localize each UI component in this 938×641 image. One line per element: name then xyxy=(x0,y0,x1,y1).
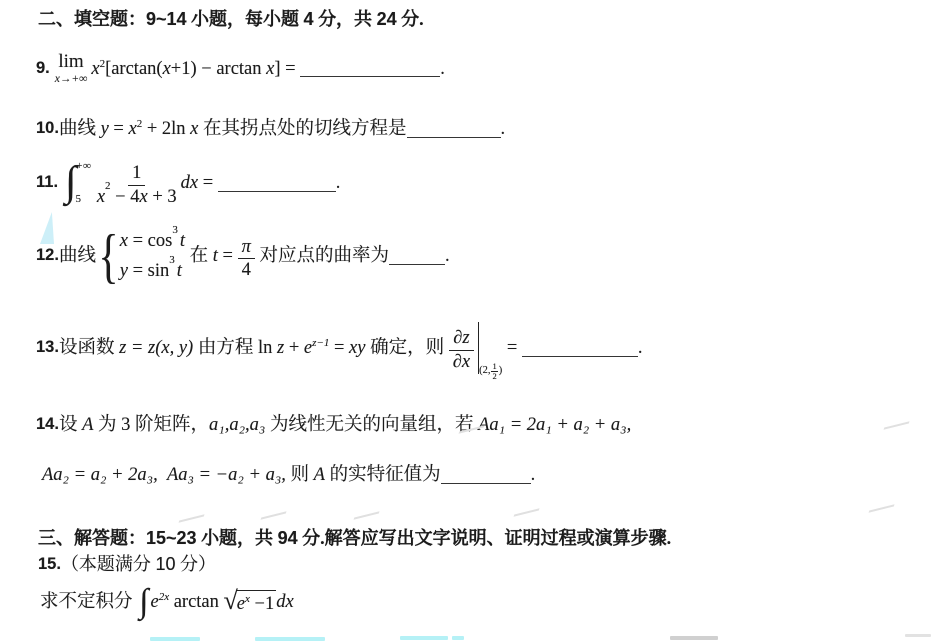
problem-10-period: . xyxy=(500,119,506,139)
answer-blank-12 xyxy=(389,264,445,265)
problem-12-text1: 曲线 xyxy=(58,246,96,267)
section2-text3: 分. xyxy=(396,9,424,29)
problem-12-text3: 对应点的曲率为 xyxy=(254,246,389,267)
problem-12-text2: 在 t = xyxy=(184,246,238,267)
scan-artifact-watermark xyxy=(869,495,898,513)
problem-15-heading xyxy=(38,554,216,576)
scan-artifact-highlight xyxy=(400,636,448,640)
problem-12 xyxy=(36,222,450,289)
section3-text: 小题，共 xyxy=(196,528,278,548)
problem-13 xyxy=(36,322,643,381)
problem-11 xyxy=(36,160,340,206)
problem-13-period: . xyxy=(637,337,643,358)
section2-question-range: 9~14 xyxy=(146,9,187,29)
problem-13-number: 13. xyxy=(36,338,59,357)
evaluation-point: (2, 1 2 ) xyxy=(479,361,503,381)
problem-14-number: 14. xyxy=(36,415,59,434)
problem-15-points: （本题满分 10 分） xyxy=(60,554,216,574)
problem-15-formula xyxy=(40,583,294,620)
problem-10-number: 10. xyxy=(36,119,59,138)
pi-over-4-fraction: $\frac{\pi}{4}$ xyxy=(238,236,255,281)
square-root: √ $e^x -1$ xyxy=(223,586,275,616)
section2-points-total: 24 xyxy=(376,9,397,29)
integrand-fraction: 1 x 2 − 4 x + 3 xyxy=(96,163,177,207)
scan-artifact-highlight xyxy=(150,637,200,641)
problem-11-dx: dx = xyxy=(180,172,218,193)
section2-points-each: 4 xyxy=(303,9,314,29)
problem-11-period: . xyxy=(335,172,341,193)
scan-artifact-watermark xyxy=(179,505,208,523)
limit-operator: lim x→+∞ xyxy=(54,51,88,85)
problem-9-formula: $x^2[\arctan(x+1) - \arctan x]$ = xyxy=(91,57,301,79)
problem-15-text: 求不定积分 xyxy=(40,592,138,613)
scan-artifact-watermark xyxy=(514,499,543,517)
section2-text2: 分，共 xyxy=(313,9,377,29)
scan-artifact-watermark xyxy=(354,502,383,520)
scan-artifact-highlight xyxy=(255,637,325,641)
problem-14-period: . xyxy=(530,465,536,485)
section3-text2: 分.解答应写出文字说明、证明过程或演算步骤. xyxy=(297,528,672,548)
problem-10-text: 曲线 $y = x^2 + 2\ln$ x 在其拐点处的切线方程是 xyxy=(58,117,407,139)
scan-artifact-smudge xyxy=(670,636,718,640)
section3-points-total: 94 xyxy=(277,528,298,548)
section3-header xyxy=(38,528,671,550)
answer-blank-11 xyxy=(218,191,336,192)
problem-11-number: 11. xyxy=(36,173,59,192)
scan-artifact-highlight xyxy=(452,636,464,640)
section3-question-range: 15~23 xyxy=(146,528,197,548)
system-brace: { xyxy=(98,222,119,289)
problem-14-text2: Aa₂ = a₂ + 2a₃, Aa₃ = −a₂ + a₃, 则 A 的实特征值为 xyxy=(42,465,441,485)
problem-15-number: 15. xyxy=(38,554,61,573)
answer-blank-14 xyxy=(441,483,531,484)
problem-14-text1: 设 A 为 3 阶矩阵，a₁,a₂,a₃ 为线性无关的向量组，若 Aa₁ = 2a₁ + a₂ + a₃, xyxy=(58,415,632,435)
problem-9 xyxy=(36,52,445,86)
problem-12-number: 12. xyxy=(36,246,59,265)
answer-blank-10 xyxy=(407,137,501,138)
answer-blank-13 xyxy=(522,356,638,357)
scan-artifact-watermark xyxy=(261,502,290,520)
section2-title: 二、填空题： xyxy=(38,9,146,29)
problem-12-period: . xyxy=(445,246,450,267)
section2-text: 小题，每小题 xyxy=(186,9,304,29)
problem-15-dx: dx xyxy=(276,592,294,613)
problem-14-line2 xyxy=(42,464,535,486)
problem-9-number: 9. xyxy=(36,58,50,77)
scan-artifact-watermark xyxy=(884,412,913,430)
problem-13-equals: = xyxy=(502,337,522,358)
problem-10 xyxy=(36,118,505,140)
scan-artifact-smudge xyxy=(905,634,931,637)
problem-14-line1 xyxy=(36,414,631,436)
scan-artifact-triangle xyxy=(40,212,54,244)
problem-13-text1: 设函数 z = z(x, y) 由方程 $\ln z + e^{z-1}$ = xy 确定，则 xyxy=(58,336,449,358)
problem-15-integrand: $e^{2x}$ arctan xyxy=(150,591,224,613)
parametric-system: x = cos 3 t y = sin 3 t xyxy=(119,224,185,282)
partial-derivative-evaluation: $\frac{\partial z}{\partial x}$ (2, 1 2 ) xyxy=(449,322,502,374)
answer-blank-9 xyxy=(300,76,440,77)
integral-sign: ∫ +∞ 5 xyxy=(65,159,91,206)
problem-9-period: . xyxy=(440,58,445,79)
section2-header xyxy=(38,9,424,31)
section3-title: 三、解答题： xyxy=(38,528,146,548)
integral-sign-15: ∫ xyxy=(139,583,149,620)
